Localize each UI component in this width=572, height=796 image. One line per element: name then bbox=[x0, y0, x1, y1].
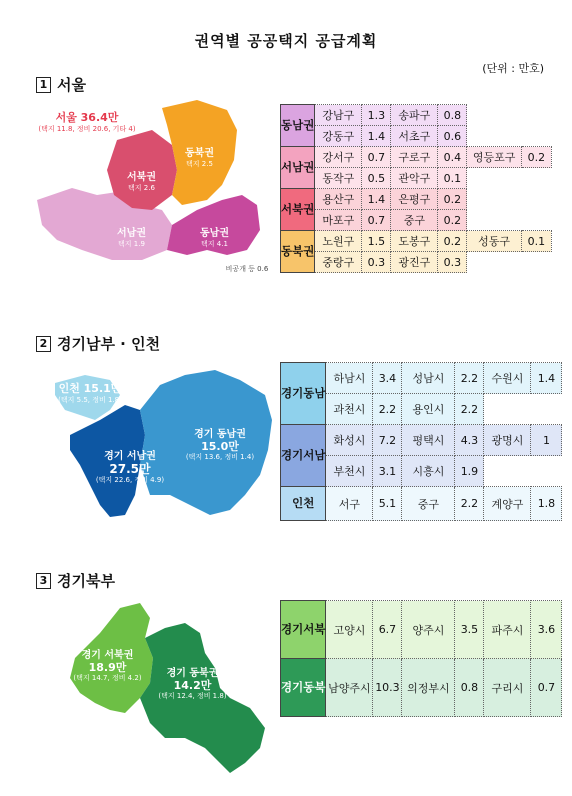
district-name: 성남시 bbox=[402, 363, 455, 394]
district-value: 0.5 bbox=[362, 168, 391, 189]
gyeonggi-southeast: 경기 동남권 bbox=[194, 429, 246, 440]
district-value: 0.2 bbox=[438, 231, 467, 252]
district-name: 양주시 bbox=[402, 601, 455, 659]
district-name: 중랑구 bbox=[315, 252, 362, 273]
seoul-table bbox=[280, 104, 552, 273]
district-name: 계양구 bbox=[484, 487, 531, 521]
district-name: 중구 bbox=[402, 487, 455, 521]
incheon-total: 인천 15.1만 bbox=[58, 382, 122, 395]
section-number: 3 bbox=[36, 573, 51, 589]
table-row bbox=[281, 126, 552, 147]
group-label: 경기서북 bbox=[281, 601, 326, 659]
district-name: 광명시 bbox=[484, 425, 531, 456]
district-name: 송파구 bbox=[391, 105, 438, 126]
district-name: 강서구 bbox=[315, 147, 362, 168]
table-row bbox=[281, 425, 562, 456]
district-name: 평택시 bbox=[402, 425, 455, 456]
gyeonggi-northeast-total: 14.2만 bbox=[173, 678, 212, 692]
gyeonggi-northwest-sub: (택지 14.7, 정비 4.2) bbox=[73, 674, 142, 683]
table-row bbox=[281, 147, 552, 168]
seoul-undisclosed: 비공개 등 0.6 bbox=[225, 265, 269, 273]
district-value: 5.1 bbox=[373, 487, 402, 521]
table-row bbox=[281, 105, 552, 126]
seoul-northeast-sub: 택지 2.5 bbox=[186, 159, 213, 168]
gyeonggi-south-map bbox=[40, 365, 280, 525]
district-name: 강남구 bbox=[315, 105, 362, 126]
district-name: 고양시 bbox=[326, 601, 373, 659]
district-name: 영등포구 bbox=[467, 147, 522, 168]
seoul-northeast: 동북권 bbox=[185, 148, 214, 159]
gyeonggi-northeast: 경기 동북권 bbox=[166, 668, 219, 679]
district-value: 0.2 bbox=[438, 189, 467, 210]
section-title: 서울 bbox=[57, 76, 86, 94]
district-name: 노원구 bbox=[315, 231, 362, 252]
district-name: 수원시 bbox=[484, 363, 531, 394]
group-label: 서북권 bbox=[281, 189, 315, 231]
gyeonggi-north-table bbox=[280, 600, 562, 717]
table-row bbox=[281, 231, 552, 252]
district-value: 3.6 bbox=[531, 601, 562, 659]
district-value: 2.2 bbox=[455, 363, 484, 394]
section-3-heading bbox=[36, 570, 115, 591]
district-value: 7.2 bbox=[373, 425, 402, 456]
district-value: 1.4 bbox=[362, 126, 391, 147]
seoul-southeast-sub: 택지 4.1 bbox=[201, 239, 228, 248]
gyeonggi-north-map bbox=[55, 598, 275, 778]
table-row bbox=[281, 189, 552, 210]
section-title: 경기북부 bbox=[57, 572, 115, 590]
gyeonggi-south-table bbox=[280, 362, 562, 521]
district-value: 2.2 bbox=[455, 487, 484, 521]
district-value: 1.9 bbox=[455, 456, 484, 487]
gyeonggi-southwest-sub: (택지 22.6, 정비 4.9) bbox=[95, 476, 165, 485]
group-label: 동북권 bbox=[281, 231, 315, 273]
district-value: 0.8 bbox=[438, 105, 467, 126]
district-name: 동작구 bbox=[315, 168, 362, 189]
district-name: 강동구 bbox=[315, 126, 362, 147]
district-value: 4.3 bbox=[455, 425, 484, 456]
section-title: 경기남부 · 인천 bbox=[57, 335, 161, 353]
district-name: 은평구 bbox=[391, 189, 438, 210]
district-name: 관악구 bbox=[391, 168, 438, 189]
district-name: 파주시 bbox=[484, 601, 531, 659]
district-value: 0.7 bbox=[362, 147, 391, 168]
table-row bbox=[281, 601, 562, 659]
district-value: 1.3 bbox=[362, 105, 391, 126]
gyeonggi-southeast-total: 15.0만 bbox=[201, 439, 239, 453]
district-value: 1.8 bbox=[531, 487, 562, 521]
section-number: 1 bbox=[36, 77, 51, 93]
seoul-southwest: 서남권 bbox=[117, 228, 146, 239]
section-number: 2 bbox=[36, 336, 51, 352]
section-2-heading bbox=[36, 333, 160, 354]
unit-label: (단위 : 만호) bbox=[482, 62, 544, 75]
district-name: 서초구 bbox=[391, 126, 438, 147]
table-row bbox=[281, 168, 552, 189]
group-label: 서남권 bbox=[281, 147, 315, 189]
district-name: 화성시 bbox=[326, 425, 373, 456]
district-value: 3.5 bbox=[455, 601, 484, 659]
district-name: 마포구 bbox=[315, 210, 362, 231]
district-value: 0.2 bbox=[521, 147, 551, 168]
district-name: 구리시 bbox=[484, 659, 531, 717]
gyeonggi-northeast-sub: (택지 12.4, 정비 1.8) bbox=[158, 692, 227, 701]
district-name: 광진구 bbox=[391, 252, 438, 273]
district-value: 0.4 bbox=[438, 147, 467, 168]
district-value: 3.1 bbox=[373, 456, 402, 487]
section-1-heading bbox=[36, 74, 86, 95]
district-name: 부천시 bbox=[326, 456, 373, 487]
group-label: 경기동남 bbox=[281, 363, 326, 425]
gyeonggi-northwest: 경기 서북권 bbox=[81, 650, 134, 661]
seoul-total-sub: (택지 11.8, 정비 20.6, 기타 4) bbox=[38, 124, 136, 133]
district-value: 3.4 bbox=[373, 363, 402, 394]
district-value: 1.5 bbox=[362, 231, 391, 252]
page-title: 권역별 공공택지 공급계획 bbox=[194, 32, 378, 50]
seoul-northwest-sub: 택지 2.6 bbox=[128, 183, 155, 192]
district-name: 도봉구 bbox=[391, 231, 438, 252]
district-name: 용인시 bbox=[402, 394, 455, 425]
district-name: 과천시 bbox=[326, 394, 373, 425]
district-value: 0.1 bbox=[521, 231, 551, 252]
gyeonggi-southwest-total: 27.5만 bbox=[109, 461, 151, 476]
group-label: 동남권 bbox=[281, 105, 315, 147]
district-value: 2.2 bbox=[373, 394, 402, 425]
group-label: 경기동북 bbox=[281, 659, 326, 717]
district-name: 하남시 bbox=[326, 363, 373, 394]
district-name: 구로구 bbox=[391, 147, 438, 168]
table-row bbox=[281, 363, 562, 394]
district-name: 중구 bbox=[391, 210, 438, 231]
district-value: 1.4 bbox=[531, 363, 562, 394]
district-value: 0.1 bbox=[438, 168, 467, 189]
incheon-sub: (택지 5.5, 정비 1.8) bbox=[58, 395, 122, 404]
district-value: 10.3 bbox=[373, 659, 402, 717]
district-value: 0.8 bbox=[455, 659, 484, 717]
seoul-total: 서울 36.4만 bbox=[55, 111, 119, 124]
gyeonggi-southeast-sub: (택지 13.6, 정비 1.4) bbox=[185, 453, 255, 462]
table-row bbox=[281, 252, 552, 273]
district-value: 0.6 bbox=[438, 126, 467, 147]
district-value: 0.3 bbox=[362, 252, 391, 273]
gyeonggi-southwest: 경기 서남권 bbox=[104, 451, 156, 462]
district-name: 용산구 bbox=[315, 189, 362, 210]
district-name: 시흥시 bbox=[402, 456, 455, 487]
table-row bbox=[281, 659, 562, 717]
gyeonggi-northwest-total: 18.9만 bbox=[88, 660, 127, 674]
seoul-southwest-sub: 택지 1.9 bbox=[118, 239, 145, 248]
district-name: 서구 bbox=[326, 487, 373, 521]
district-value: 2.2 bbox=[455, 394, 484, 425]
district-name: 남양주시 bbox=[326, 659, 373, 717]
table-row bbox=[281, 210, 552, 231]
district-name: 의정부시 bbox=[402, 659, 455, 717]
district-value: 0.7 bbox=[362, 210, 391, 231]
seoul-map bbox=[22, 100, 272, 290]
district-value: 1 bbox=[531, 425, 562, 456]
group-label: 인천 bbox=[281, 487, 326, 521]
district-value: 0.3 bbox=[438, 252, 467, 273]
district-value: 6.7 bbox=[373, 601, 402, 659]
table-row bbox=[281, 487, 562, 521]
district-value: 0.2 bbox=[438, 210, 467, 231]
district-name: 성동구 bbox=[467, 231, 522, 252]
district-value: 1.4 bbox=[362, 189, 391, 210]
seoul-southeast: 동남권 bbox=[200, 228, 229, 239]
district-value: 0.7 bbox=[531, 659, 562, 717]
group-label: 경기서남 bbox=[281, 425, 326, 487]
seoul-northwest: 서북권 bbox=[127, 172, 156, 183]
